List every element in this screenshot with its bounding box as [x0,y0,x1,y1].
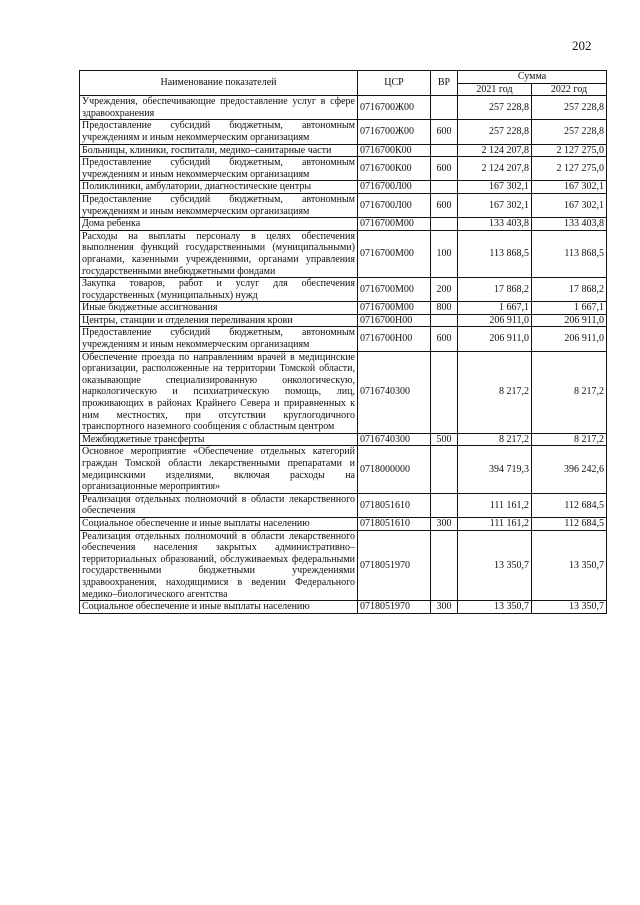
row-vr [431,351,458,433]
row-csr: 0716700М00 [358,218,431,231]
row-vr [431,493,458,517]
table-row [80,601,607,614]
row-sum-2021: 13 350,7 [458,601,532,614]
row-vr: 500 [431,433,458,446]
row-name: Основное мероприятие «Обеспечение отдельных категорий граждан Томской области лекарственными препаратами и медицинскими изделиями, включая расходы на организационные мероприятия» [80,446,358,493]
row-vr [431,314,458,327]
table-row [80,181,607,194]
header-year-2022: 2022 год [532,83,607,96]
row-vr: 200 [431,278,458,302]
row-sum-2022: 112 684,5 [532,517,607,530]
row-csr: 0716700К00 [358,157,431,181]
table-row [80,493,607,517]
row-sum-2021: 2 124 207,8 [458,157,532,181]
table-header [80,71,607,96]
row-csr: 0718051970 [358,601,431,614]
row-sum-2022: 17 868,2 [532,278,607,302]
row-vr [431,96,458,120]
row-csr: 0718051610 [358,517,431,530]
row-sum-2022: 396 242,6 [532,446,607,493]
row-csr: 0718051970 [358,530,431,601]
table-row [80,351,607,433]
table-row [80,446,607,493]
header-name: Наименование показателей [80,71,358,96]
row-name: Межбюджетные трансферты [80,433,358,446]
row-csr: 0716700М00 [358,302,431,315]
row-vr: 800 [431,302,458,315]
table-row [80,96,607,120]
row-vr: 600 [431,120,458,144]
row-sum-2022: 133 403,8 [532,218,607,231]
page-number: 202 [572,38,592,53]
row-sum-2022: 8 217,2 [532,351,607,433]
row-sum-2021: 133 403,8 [458,218,532,231]
table-row [80,517,607,530]
row-sum-2022: 113 868,5 [532,230,607,277]
row-sum-2021: 257 228,8 [458,120,532,144]
row-sum-2022: 2 127 275,0 [532,144,607,157]
row-csr: 0716740300 [358,433,431,446]
row-vr [431,181,458,194]
row-csr: 0716700Л00 [358,193,431,217]
row-vr: 600 [431,193,458,217]
table-row [80,278,607,302]
row-csr: 0716700М00 [358,230,431,277]
row-csr: 0718000000 [358,446,431,493]
row-name: Больницы, клиники, госпитали, медико–санитарные части [80,144,358,157]
row-vr: 600 [431,327,458,351]
row-name: Предоставление субсидий бюджетным, автономным учреждениям и иным некоммерческим организациям [80,327,358,351]
row-csr: 0716700Н00 [358,314,431,327]
row-sum-2021: 17 868,2 [458,278,532,302]
row-sum-2021: 2 124 207,8 [458,144,532,157]
row-sum-2022: 112 684,5 [532,493,607,517]
row-vr [431,446,458,493]
row-sum-2021: 394 719,3 [458,446,532,493]
row-name: Иные бюджетные ассигнования [80,302,358,315]
table-row [80,314,607,327]
row-name: Расходы на выплаты персоналу в целях обеспечения выполнения функций государственными (муниципальными) органами, казенными учреждениями, органами управления государственными внебюджетными фондами [80,230,358,277]
header-csr: ЦСР [358,71,431,96]
row-sum-2021: 111 161,2 [458,493,532,517]
table-row [80,120,607,144]
row-name: Предоставление субсидий бюджетным, автономным учреждениям и иным некоммерческим организациям [80,157,358,181]
table-row [80,157,607,181]
row-sum-2021: 113 868,5 [458,230,532,277]
row-vr [431,144,458,157]
row-csr: 0716700К00 [358,144,431,157]
budget-table [79,70,607,614]
row-name: Дома ребенка [80,218,358,231]
row-vr [431,218,458,231]
row-sum-2021: 206 911,0 [458,314,532,327]
row-csr: 0716700Ж00 [358,120,431,144]
row-vr: 100 [431,230,458,277]
row-name: Социальное обеспечение и иные выплаты населению [80,601,358,614]
row-name: Реализация отдельных полномочий в области лекарственного обеспечения [80,493,358,517]
row-vr: 300 [431,601,458,614]
table-row [80,530,607,601]
row-csr: 0716740300 [358,351,431,433]
row-sum-2021: 167 302,1 [458,181,532,194]
row-name: Обеспечение проезда по направлениям врачей в медицинские организации, расположенные на территории Томской области, оказывающие специализированную онкологическую, наркологическую и психиатрическую помощь, лиц, проживающих в районах Крайнего Севера и приравненных к ним местностях, при отсутствии круглогодичного транспортного наземного сообщения с областным центром [80,351,358,433]
row-name: Социальное обеспечение и иные выплаты населению [80,517,358,530]
table-row [80,230,607,277]
table-row [80,433,607,446]
table-row [80,218,607,231]
row-csr: 0716700М00 [358,278,431,302]
row-csr: 0718051610 [358,493,431,517]
row-sum-2021: 206 911,0 [458,327,532,351]
header-year-2021: 2021 год [458,83,532,96]
row-vr: 600 [431,157,458,181]
row-sum-2022: 1 667,1 [532,302,607,315]
row-sum-2022: 8 217,2 [532,433,607,446]
row-csr: 0716700Н00 [358,327,431,351]
row-name: Центры, станции и отделения переливания крови [80,314,358,327]
header-vr: ВР [431,71,458,96]
row-sum-2021: 8 217,2 [458,351,532,433]
table-row [80,193,607,217]
row-name: Учреждения, обеспечивающие предоставление услуг в сфере здравоохранения [80,96,358,120]
row-sum-2022: 257 228,8 [532,120,607,144]
row-name: Реализация отдельных полномочий в области лекарственного обеспечения населения закрытых административно–территориальных образований, обслуживаемых федеральными государственными бюджетными учреждениями здравоохранения, находящимися в ведении Федерального медико–биологического агентства [80,530,358,601]
row-sum-2021: 8 217,2 [458,433,532,446]
table-row [80,144,607,157]
row-name: Закупка товаров, работ и услуг для обеспечения государственных (муниципальных) нужд [80,278,358,302]
row-vr: 300 [431,517,458,530]
row-sum-2022: 2 127 275,0 [532,157,607,181]
table-row [80,327,607,351]
row-sum-2022: 206 911,0 [532,314,607,327]
row-sum-2022: 13 350,7 [532,601,607,614]
row-sum-2022: 257 228,8 [532,96,607,120]
row-name: Поликлиники, амбулатории, диагностические центры [80,181,358,194]
row-sum-2022: 13 350,7 [532,530,607,601]
row-sum-2021: 257 228,8 [458,96,532,120]
row-name: Предоставление субсидий бюджетным, автономным учреждениям и иным некоммерческим организациям [80,120,358,144]
table-body [80,96,607,614]
row-sum-2022: 206 911,0 [532,327,607,351]
row-sum-2022: 167 302,1 [532,181,607,194]
row-sum-2021: 167 302,1 [458,193,532,217]
table-row [80,302,607,315]
row-sum-2021: 111 161,2 [458,517,532,530]
row-csr: 0716700Ж00 [358,96,431,120]
row-csr: 0716700Л00 [358,181,431,194]
header-sum: Сумма [458,71,607,84]
row-vr [431,530,458,601]
row-name: Предоставление субсидий бюджетным, автономным учреждениям и иным некоммерческим организациям [80,193,358,217]
row-sum-2022: 167 302,1 [532,193,607,217]
row-sum-2021: 1 667,1 [458,302,532,315]
row-sum-2021: 13 350,7 [458,530,532,601]
